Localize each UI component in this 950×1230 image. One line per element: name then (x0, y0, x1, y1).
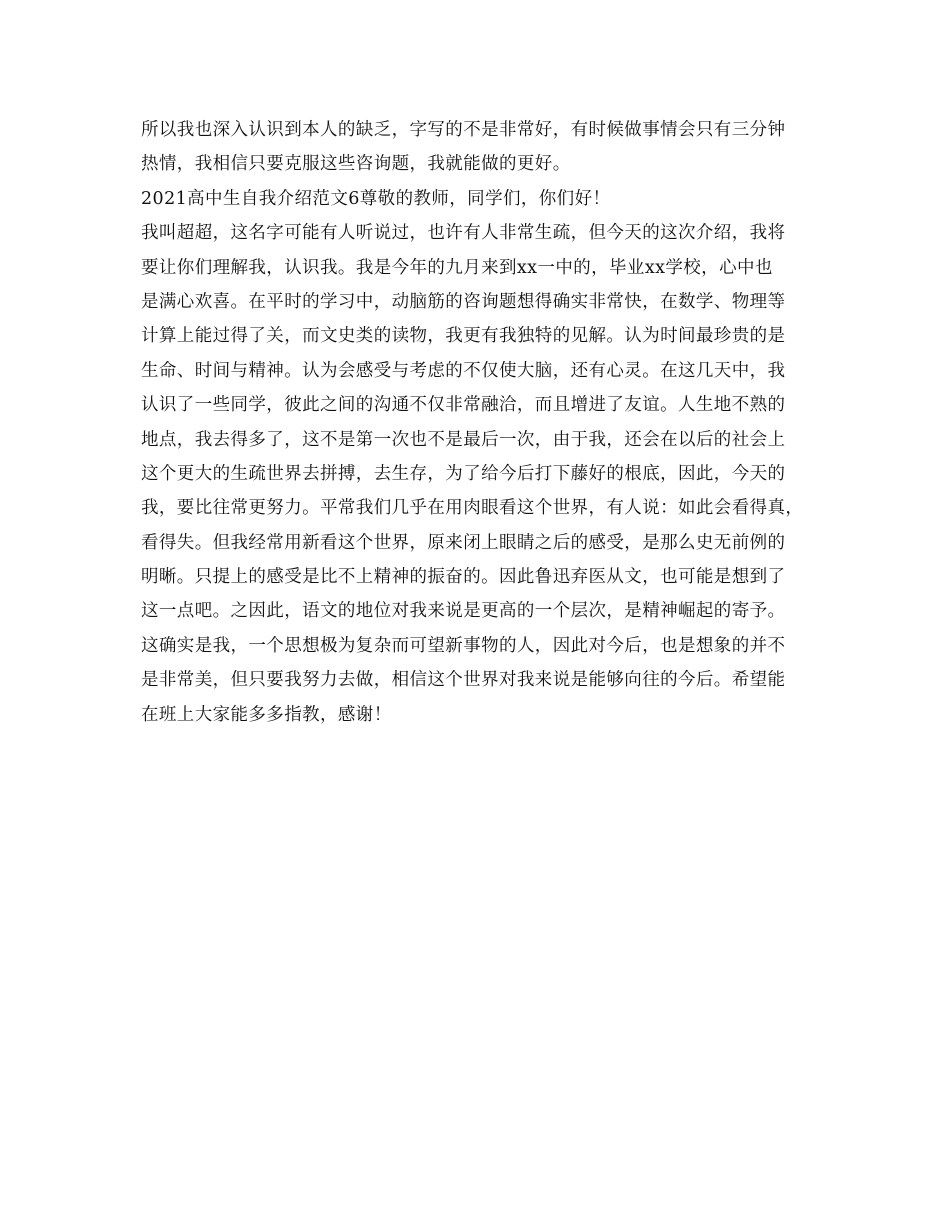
section-heading-line: 2021高中生自我介绍范文6尊敬的教师，同学们，你们好！ (141, 188, 611, 209)
text-line: 这个更大的生疏世界去拼搏，去生存，为了给今后打下藤好的根底，因此，今天的 (141, 463, 786, 484)
text-line: 在班上大家能多多指教，感谢！ (141, 704, 392, 725)
text-line: 明晰。只提上的感受是比不上精神的振奋的。因此鲁迅弃医从文，也可能是想到了 (141, 567, 786, 588)
text-line: 计算上能过得了关，而文史类的读物，我更有我独特的见解。认为时间最珍贵的是 (141, 326, 786, 347)
text-line: 要让你们理解我，认识我。我是今年的九月来到xx一中的，毕业xx学校，心中也 (141, 257, 773, 278)
text-line: 认识了一些同学，彼此之间的沟通不仅非常融洽，而且增进了友谊。人生地不熟的 (141, 395, 786, 416)
body-text (141, 113, 831, 732)
text-line: 地点，我去得多了，这不是第一次也不是最后一次，由于我，还会在以后的社会上 (141, 429, 786, 450)
text-line: 是非常美，但只要我努力去做，相信这个世界对我来说是能够向往的今后。希望能 (141, 670, 786, 691)
text-line: 生命、时间与精神。认为会感受与考虑的不仅使大脑，还有心灵。在这几天中，我 (141, 360, 786, 381)
text-line: 这一点吧。之因此，语文的地位对我来说是更高的一个层次，是精神崛起的寄予。 (141, 601, 786, 622)
text-line: 我，要比往常更努力。平常我们几乎在用肉眼看这个世界，有人说：如此会看得真， (141, 498, 804, 519)
text-line: 看得失。但我经常用新看这个世界，原来闭上眼睛之后的感受，是那么史无前例的 (141, 532, 786, 553)
text-line: 是满心欢喜。在平时的学习中，动脑筋的咨询题想得确实非常快，在数学、物理等 (141, 291, 786, 312)
text-line: 这确实是我，一个思想极为复杂而可望新事物的人，因此对今后，也是想象的并不 (141, 635, 786, 656)
text-line: 我叫超超，这名字可能有人听说过，也许有人非常生疏，但今天的这次介绍，我将 (141, 223, 786, 244)
text-line: 热情，我相信只要克服这些咨询题，我就能做的更好。 (141, 154, 571, 175)
text-line: 所以我也深入认识到本人的缺乏，字写的不是非常好，有时候做事情会只有三分钟 (141, 120, 786, 140)
